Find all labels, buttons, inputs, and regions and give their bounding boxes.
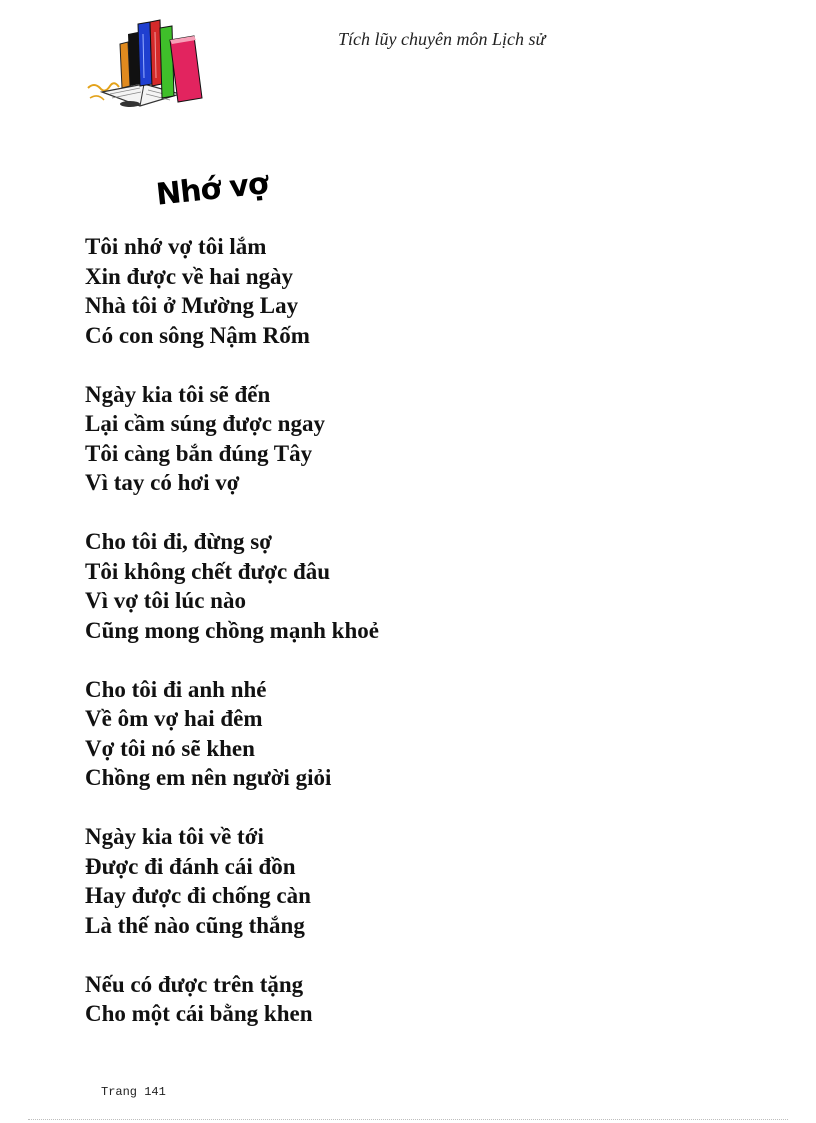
poem-line: Ngày kia tôi sẽ đến: [85, 381, 271, 407]
poem-line: Cho tôi đi anh nhé: [85, 676, 267, 702]
stanza: [85, 380, 685, 498]
poem-line: Vì tay có hơi vợ: [85, 470, 240, 495]
poem-line: Tôi không chết được đâu: [85, 558, 331, 584]
poem-line: Tôi càng bắn đúng Tây: [85, 440, 313, 466]
poem-line: Cho một cái bằng khen: [85, 1001, 313, 1026]
poem-line: Có con sông Nậm Rốm: [85, 322, 310, 348]
page-number: Trang 141: [101, 1085, 166, 1099]
poem-line: Nếu có được trên tặng: [85, 971, 304, 997]
poem-line: Xin được về hai ngày: [85, 263, 294, 289]
stanza: [85, 675, 685, 793]
poem-line: Về ôm vợ hai đêm: [85, 706, 263, 731]
books-icon: [84, 14, 208, 114]
stanza: [85, 232, 685, 350]
poem-line: Nhà tôi ở Mường Lay: [85, 293, 299, 318]
stanza: [85, 822, 685, 940]
poem-line: Cho tôi đi, đừng sợ: [85, 529, 272, 554]
stanza: [85, 970, 685, 1029]
poem-body: [85, 232, 685, 1058]
poem-line: Vì vợ tôi lúc nào: [85, 588, 246, 613]
poem-line: Chồng em nên người giỏi: [85, 765, 332, 790]
poem-line: Tôi nhớ vợ tôi lắm: [85, 234, 267, 259]
poem-title: Nhớ vợ: [154, 166, 270, 213]
header-title: Tích lũy chuyên môn Lịch sử: [338, 29, 546, 49]
poem-line: Được đi đánh cái đồn: [85, 853, 296, 879]
poem-line: Lại cầm súng được ngay: [85, 411, 325, 436]
poem-line: Vợ tôi nó sẽ khen: [85, 735, 255, 761]
poem-line: Hay được đi chống càn: [85, 883, 311, 908]
page-divider: [28, 1119, 788, 1120]
poem-line: Ngày kia tôi về tới: [85, 824, 264, 849]
stanza: [85, 527, 685, 645]
poem-line: Cũng mong chồng mạnh khoẻ: [85, 617, 379, 643]
poem-line: Là thế nào cũng thắng: [85, 912, 305, 938]
